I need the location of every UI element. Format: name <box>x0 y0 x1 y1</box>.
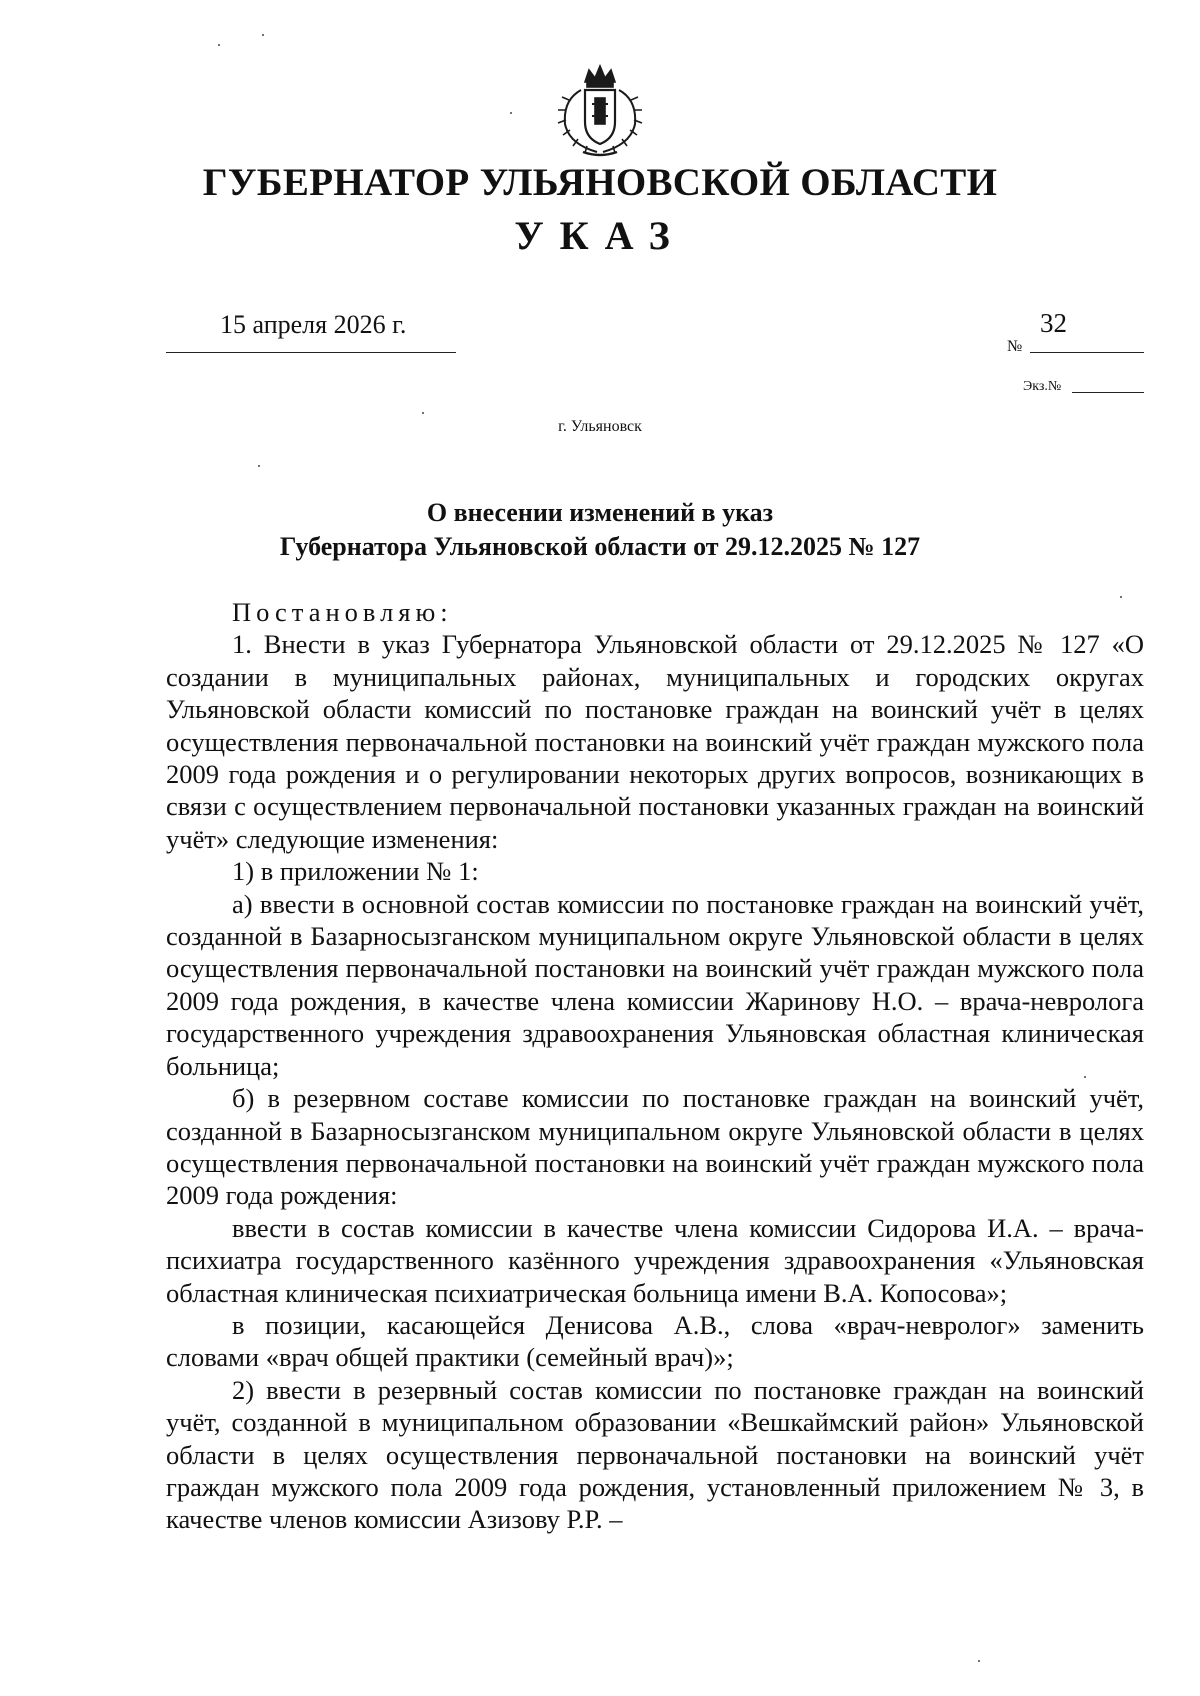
date-underline <box>166 352 456 353</box>
paragraph-6: в позиции, касающейся Денисова А.В., слова «врач-невролог» заменить словами «врач общей практики (семейный врач)»; <box>166 1309 1144 1373</box>
paragraph-5: ввести в состав комиссии в качестве члена комиссии Сидорова И.А. – врача-психиатра государственного казённого учреждения здравоохранения «Ульяновская областная клиническая психиатрическая больница имени В.А. Копосова»; <box>166 1212 1144 1308</box>
scan-speck <box>978 1660 980 1662</box>
issue-city: г. Ульяновск <box>558 418 642 435</box>
paragraph-7: 2) ввести в резервный состав комиссии по постановке граждан на воинский учёт, созданной в муниципальном образовании «Вешкаймский район» Ульяновской области в целях осуществления первоначальной постановки на воинский учёт граждан мужского пола 2009 года рождения, установленный приложением № 3, в качестве членов комиссии Азизову Р.Р. – <box>166 1374 1144 1535</box>
number-label: № <box>1007 338 1023 355</box>
paragraph-2: 1) в приложении № 1: <box>232 856 479 887</box>
document-body <box>166 596 1144 1536</box>
scan-speck <box>1084 1076 1086 1078</box>
copy-number-label: Экз.№ <box>1023 379 1062 394</box>
scan-speck <box>262 34 264 36</box>
document-date: 15 апреля 2026 г. <box>220 310 407 339</box>
coat-of-arms-icon <box>545 60 655 160</box>
scan-speck <box>218 44 220 46</box>
document-title <box>0 496 1200 564</box>
scan-speck <box>258 465 260 467</box>
decree-word: Постановляю: <box>232 597 453 627</box>
paragraph-3: а) ввести в основной состав комиссии по постановке граждан на воинский учёт, созданной в Базарносызганском муниципальном округе Ульяновской области в целях осуществления первоначальной постановки на воинский учёт граждан мужского пола 2009 года рождения, в качестве члена комиссии Жаринову Н.О. – врача-невролога государственного учреждения здравоохранения Ульяновская областная клиническая больница; <box>166 888 1144 1081</box>
number-underline <box>1030 352 1144 353</box>
scan-speck <box>422 412 424 414</box>
paragraph-4: б) в резервном составе комиссии по постановке граждан на воинский учёт, созданной в Базарносызганском муниципальном округе Ульяновской области в целях осуществления первоначальной постановки на воинский учёт граждан мужского пола 2009 года рождения: <box>166 1083 1144 1211</box>
scan-speck <box>510 112 512 114</box>
copy-number-underline <box>1072 392 1144 393</box>
document-number: 32 <box>1040 308 1067 338</box>
paragraph-1: 1. Внести в указ Губернатора Ульяновской области от 29.12.2025 № 127 «О создании в муниципальных районах, муниципальных и городских округах Ульяновской области комиссий по постановке граждан на воинский учёт в целях осуществления первоначальной постановки на воинский учёт граждан мужского пола 2009 года рождения и о регулировании некоторых других вопросов, возникающих в связи с осуществлением первоначальной постановки указанных граждан на воинский учёт» следующие изменения: <box>166 629 1144 854</box>
document-type: УКАЗ <box>514 213 686 258</box>
scan-speck <box>1120 596 1122 598</box>
issuing-authority: ГУБЕРНАТОР УЛЬЯНОВСКОЙ ОБЛАСТИ <box>202 161 998 204</box>
title-line-2: Губернатора Ульяновской области от 29.12.2025 № 127 <box>279 532 921 561</box>
title-line-1: О внесении изменений в указ <box>426 498 774 527</box>
